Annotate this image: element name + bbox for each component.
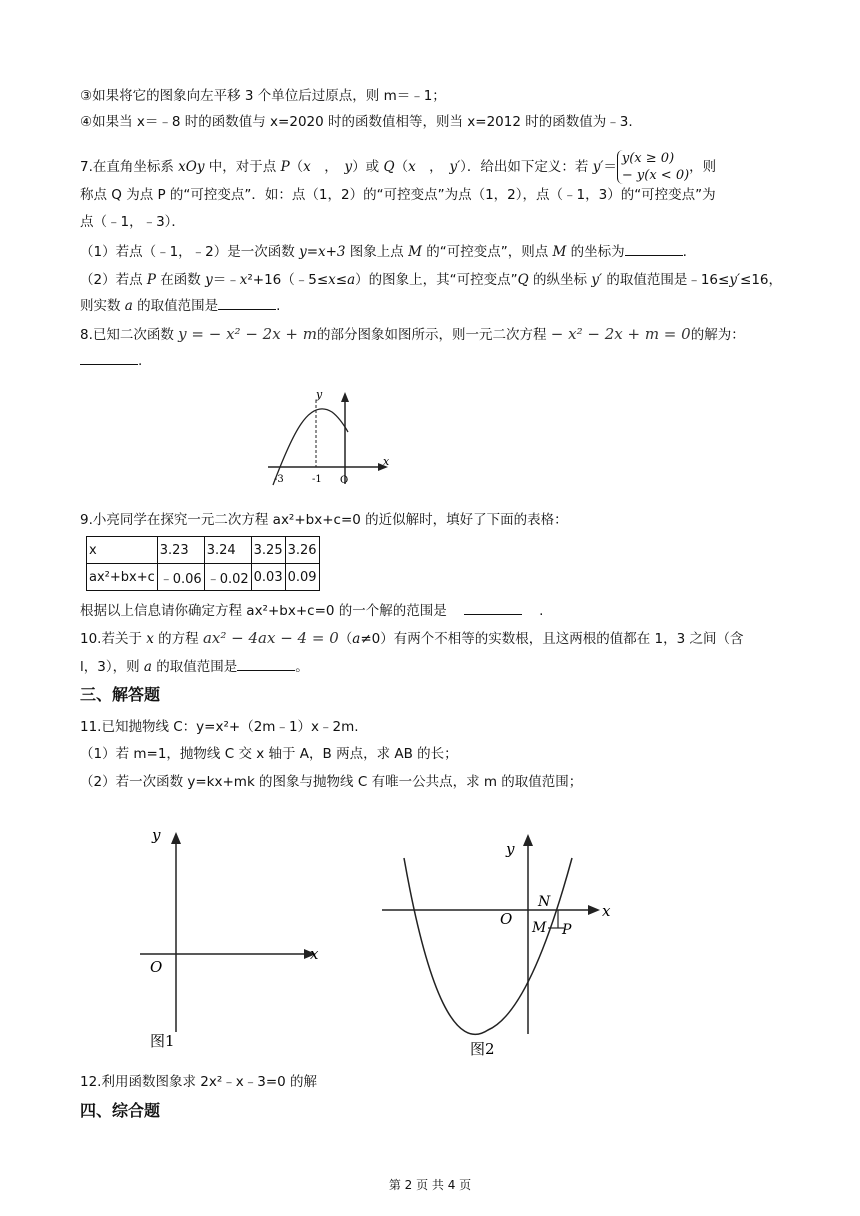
q11-figure-2	[380, 822, 620, 1062]
table-cell: x	[87, 537, 158, 564]
fig2-point-p: P	[562, 922, 572, 938]
q8-parabola-figure	[260, 382, 400, 492]
answer-blank[interactable]	[218, 295, 276, 310]
q8-line1: 8.已知二次函数 y = − x² − 2x + m的部分图象如图所示，则一元二次方程 − x² − 2x + m = 0的解为：	[80, 325, 745, 343]
table-cell: ﹣0.02	[204, 564, 251, 591]
q7-sub2-cont: 则实数 a 的取值范围是 .	[80, 295, 280, 316]
fig2-caption: 图2	[470, 1040, 495, 1058]
fig1-y-label: y	[152, 826, 161, 844]
q9-line1: 9.小亮同学在探究一元二次方程 ax²+bx+c=0 的近似解时，填好了下面的表格：	[80, 512, 568, 528]
statement-3: ③如果将它的图象向左平移 3 个单位后过原点，则 m＝﹣1；	[80, 88, 446, 104]
section-title-4: 四、综合题	[80, 1101, 161, 1120]
fig8-x-label: x	[383, 455, 390, 468]
q11-line1: 11.已知抛物线 C：y=x²+（2m﹣1）x﹣2m.	[80, 719, 359, 735]
fig1-origin: O	[150, 958, 163, 976]
table-cell: 0.09	[285, 564, 319, 591]
table-cell: 3.26	[285, 537, 319, 564]
table-row	[87, 537, 320, 564]
q9-line2: 根据以上信息请你确定方程 ax²+bx+c=0 的一个解的范围是 .	[80, 600, 543, 621]
answer-blank[interactable]	[625, 241, 683, 256]
fig8-origin: O	[340, 475, 349, 486]
q12-line: 12.利用函数图象求 2x²﹣x﹣3=0 的解	[80, 1074, 318, 1090]
value-table	[86, 536, 320, 591]
fig2-y-label: y	[506, 840, 515, 858]
page-footer: 第 2 页 共 4 页	[388, 1178, 472, 1192]
q7-line2: 称点 Q 为点 P 的“可控变点”．如：点（1，2）的“可控变点”为点（1，2），点（﹣1，3）的“可控变点”为	[80, 187, 716, 203]
fig2-x-label: x	[602, 902, 611, 920]
fig8-y-label: y	[316, 388, 323, 401]
table-cell: 3.24	[204, 537, 251, 564]
answer-blank[interactable]	[80, 350, 138, 365]
q7-line3: 点（﹣1，﹣3）．	[80, 214, 185, 230]
q10-line2: l，3），则 a 的取值范围是 。	[80, 656, 309, 677]
fig8-tick-neg3: -3	[274, 474, 284, 485]
table-cell: ﹣0.06	[157, 564, 204, 591]
table-cell: ax²+bx+c	[87, 564, 158, 591]
fig2-point-m: M	[532, 920, 547, 936]
q7-line1: 7.在直角坐标系 xOy 中，对于点 P（x ， y）或 Q（x ， y′）．给出如下定义：若 y′＝y(x ≥ 0) − y(x < 0)，则	[80, 151, 717, 183]
fig1-x-label: x	[310, 945, 319, 963]
table-cell: 3.23	[157, 537, 204, 564]
piecewise-definition: y(x ≥ 0) − y(x < 0)	[617, 150, 689, 184]
table-row	[87, 564, 320, 591]
fig2-origin: O	[500, 910, 513, 928]
answer-blank[interactable]	[237, 656, 295, 671]
q10-line1: 10.若关于 x 的方程 ax² − 4ax − 4 = 0（a≠0）有两个不相等的实数根，且这两根的值都在 1，3 之间（含	[80, 629, 744, 647]
q8-line2: .	[80, 350, 142, 371]
q7-sub1: （1）若点（﹣1，﹣2）是一次函数 y=x+3 图象上点 M 的“可控变点”，则点 M 的坐标为 .	[80, 241, 687, 262]
q11-sub2: （2）若一次函数 y=kx+mk 的图象与抛物线 C 有唯一公共点，求 m 的取值范围；	[80, 774, 583, 790]
fig1-caption: 图1	[150, 1032, 175, 1050]
answer-blank[interactable]	[464, 600, 522, 615]
section-title-3: 三、解答题	[80, 685, 161, 704]
table-cell: 0.03	[251, 564, 285, 591]
fig2-point-n: N	[538, 894, 551, 910]
q11-figure-1	[140, 822, 380, 1062]
table-cell: 3.25	[251, 537, 285, 564]
statement-4: ④如果当 x＝﹣8 时的函数值与 x=2020 时的函数值相等，则当 x=2012 时的函数值为﹣3.	[80, 114, 633, 130]
fig8-tick-neg1: -1	[312, 474, 322, 485]
q11-sub1: （1）若 m=1，抛物线 C 交 x 轴于 A，B 两点，求 AB 的长；	[80, 746, 458, 762]
q7-sub2: （2）若点 P 在函数 y＝﹣x²+16（﹣5≤x≤a）的图象上，其“可控变点”Q 的纵坐标 y′ 的取值范围是﹣16≤y′≤16，	[80, 272, 783, 288]
